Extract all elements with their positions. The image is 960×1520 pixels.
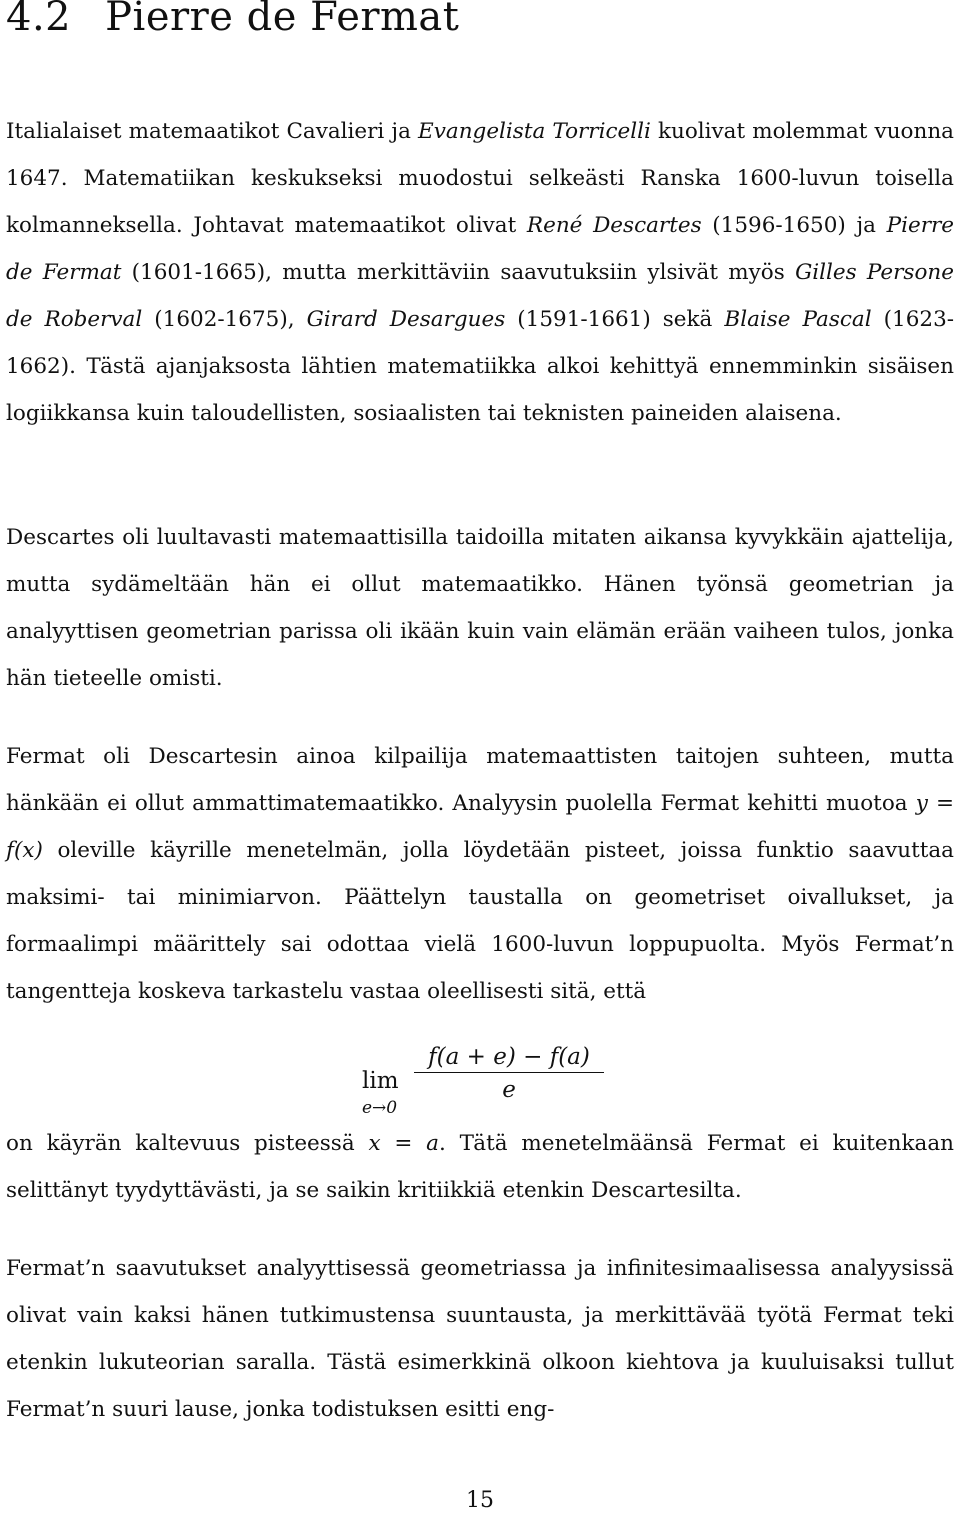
limit-operator: lim [362,1068,399,1094]
inline-math: x = a [368,1131,439,1156]
paragraph-4 [6,1120,954,1214]
paragraph-1 [6,108,954,437]
text-run: (1623-1662). Tästä ajanjaksosta lähtien matematiikka alkoi kehittyä ennemminkin sisäisen logiikkansa kuin taloudellisten, sosiaalisten tai teknisten paineiden alaisena. [6,307,955,426]
text-run: (1596-1650) ja [701,213,887,238]
italic-name: Girard Desargues [306,307,506,332]
text-run: (1602-1675), [142,307,307,332]
page-number: 15 [466,1488,494,1513]
paragraph-2: Descartes oli luultavasti matemaattisilla taidoilla mitaten aikansa kyvykkäin ajattelija, mutta sydämeltään hän ei ollut matemaatikko. Hänen työnsä geometrian ja analyyttisen geometrian parissa oli ikään kuin vain elämän erään vaiheen tulos, jonka hän tieteelle omisti. [6,525,954,691]
difference-quotient [414,1044,604,1103]
text-run: (1601-1665), mutta merkittäviin saavutuksiin ylsivät myös [121,260,796,285]
paragraph-5: Fermat’n saavutukset analyyttisessä geometriassa ja infinitesimaalisessa analyysissä olivat vain kaksi hänen tutkimustensa suuntausta, ja merkittävää työtä Fermat teki etenkin lukuteorian saralla. Tästä esimerkkinä olkoon kiehtova ja kuuluisaksi tullut Fermat’n suuri lause, jonka todistuksen esitti eng- [6,1256,954,1422]
italic-name: René Descartes [526,213,702,238]
fraction-denominator: e [502,1077,516,1103]
text-run: (1591-1661) sekä [505,307,725,332]
limit-subscript: e→0 [362,1098,398,1118]
text-run: on käyrän kaltevuus pisteessä [6,1131,369,1156]
text-run: oleville käyrille menetelmän, jolla löydetään pisteet, joissa funktio saavuttaa maksimi- tai minimiarvon. Päättelyn taustalla on geometriset oivallukset, ja formaalimpi määrittely sai odottaa vielä 1600-luvun loppupuolta. Myös Fermat’n tangentteja koskeva tarkastelu vastaa oleellisesti sitä, että [6,838,954,1004]
paragraph-3 [6,733,954,1015]
italic-name: Pierre de Fermat [6,213,954,285]
limit-formula [356,1044,616,1118]
text-run: Fermat oli Descartesin ainoa kilpailija matemaattisten taitojen suhteen, mutta hänkään ei ollut ammattimatemaatikko. Analyysin puolella Fermat kehitti muotoa [6,744,954,816]
italic-name: Evangelista Torricelli [418,119,651,144]
text-run: Italialaiset matemaatikot Cavalieri ja [6,119,419,144]
italic-name: Gilles Persone de Roberval [6,260,954,332]
section-heading [6,0,459,40]
inline-math: y = f(x) [6,791,954,863]
italic-name: Blaise Pascal [724,307,872,332]
fraction-numerator: f(a + e) − f(a) [428,1044,590,1070]
text-run: . Tätä menetelmäänsä Fermat ei kuitenkaan selittänyt tyydyttävästi, ja se saikin kritiikkiä etenkin Descartesilta. [6,1131,954,1203]
text-run: kuolivat molemmat vuonna 1647. Matematiikan keskukseksi muodostui selkeästi Ranska 1600-luvun toisella kolmanneksella. Johtavat matemaatikot olivat [6,119,954,238]
section-title: Pierre de Fermat [105,0,460,40]
section-number: 4.2 [6,0,72,40]
fraction-bar [414,1072,604,1073]
